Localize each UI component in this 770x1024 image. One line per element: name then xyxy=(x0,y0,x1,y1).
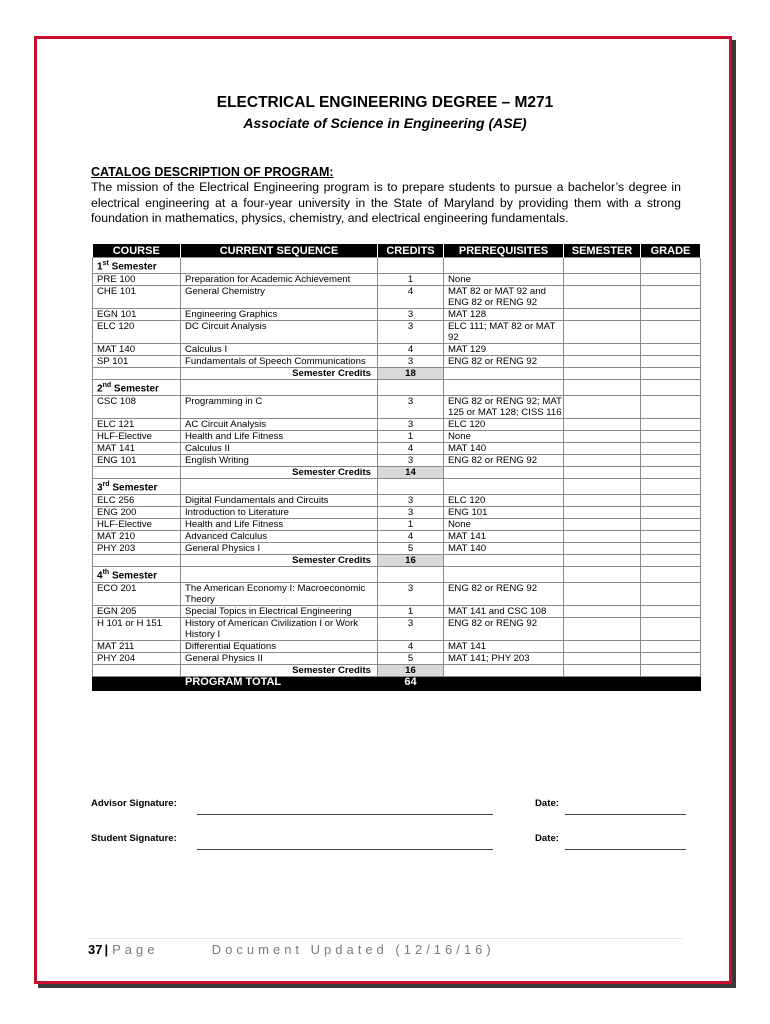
course-code: EGN 205 xyxy=(93,606,181,618)
semester-ordinal: st xyxy=(102,260,109,268)
empty-cell xyxy=(181,567,378,583)
program-table xyxy=(92,244,701,691)
semester-cell[interactable] xyxy=(564,274,641,286)
course-row xyxy=(93,583,701,606)
grade-cell[interactable] xyxy=(641,606,701,618)
empty-cell xyxy=(444,555,564,567)
semester-number: 4 xyxy=(97,570,103,582)
empty-cell xyxy=(444,368,564,380)
course-row xyxy=(93,531,701,543)
empty-cell xyxy=(641,677,701,691)
course-name: General Physics II xyxy=(181,653,378,665)
grade-cell[interactable] xyxy=(641,356,701,368)
course-code: ECO 201 xyxy=(93,583,181,606)
course-name: English Writing xyxy=(181,455,378,467)
empty-cell xyxy=(641,380,701,396)
course-row xyxy=(93,641,701,653)
course-code: ELC 256 xyxy=(93,495,181,507)
semester-cell[interactable] xyxy=(564,321,641,344)
semester-number: 2 xyxy=(97,383,103,395)
semester-credits-label: Semester Credits xyxy=(181,555,378,567)
catalog-heading-text: CATALOG DESCRIPTION OF PROGRAM xyxy=(91,165,330,179)
grade-cell[interactable] xyxy=(641,321,701,344)
semester-cell[interactable] xyxy=(564,618,641,641)
advisor-date-label: Date: xyxy=(535,798,559,809)
course-prerequisites: ENG 82 or RENG 92 xyxy=(444,583,564,606)
course-name: Special Topics in Electrical Engineering xyxy=(181,606,378,618)
semester-credits-label: Semester Credits xyxy=(181,665,378,677)
course-prerequisites: ENG 82 or RENG 92 xyxy=(444,618,564,641)
grade-cell[interactable] xyxy=(641,653,701,665)
course-row xyxy=(93,321,701,344)
semester-cell[interactable] xyxy=(564,531,641,543)
semester-credits-value: 14 xyxy=(378,467,444,479)
course-name: General Physics I xyxy=(181,543,378,555)
semester-cell[interactable] xyxy=(564,653,641,665)
semester-label: Semester xyxy=(113,383,159,395)
course-credits: 3 xyxy=(378,356,444,368)
course-prerequisites: MAT 141; PHY 203 xyxy=(444,653,564,665)
course-credits: 3 xyxy=(378,309,444,321)
semester-heading xyxy=(93,479,181,495)
semester-row xyxy=(93,479,701,495)
empty-cell xyxy=(564,380,641,396)
course-name: Advanced Calculus xyxy=(181,531,378,543)
document-title: ELECTRICAL ENGINEERING DEGREE – M271 xyxy=(216,94,554,111)
footer-updated: Document Updated (12/16/16) xyxy=(211,942,495,957)
course-code: CSC 108 xyxy=(93,396,181,419)
course-row xyxy=(93,543,701,555)
course-row xyxy=(93,356,701,368)
course-credits: 3 xyxy=(378,419,444,431)
empty-cell xyxy=(378,258,444,274)
grade-cell[interactable] xyxy=(641,531,701,543)
course-name: The American Economy I: Macroeconomic Theory xyxy=(181,583,378,606)
course-credits: 1 xyxy=(378,606,444,618)
empty-cell xyxy=(444,567,564,583)
course-credits: 4 xyxy=(378,641,444,653)
grade-cell[interactable] xyxy=(641,583,701,606)
course-row xyxy=(93,419,701,431)
course-code: PRE 100 xyxy=(93,274,181,286)
course-credits: 5 xyxy=(378,653,444,665)
empty-cell xyxy=(378,567,444,583)
empty-cell xyxy=(564,677,641,691)
document-subtitle: Associate of Science in Engineering (ASE) xyxy=(243,115,527,131)
semester-number: 1 xyxy=(97,261,103,273)
empty-cell xyxy=(93,665,181,677)
student-date-label: Date: xyxy=(535,833,559,844)
course-row xyxy=(93,274,701,286)
header-credits: CREDITS xyxy=(378,244,444,258)
course-prerequisites: ELC 111; MAT 82 or MAT 92 xyxy=(444,321,564,344)
course-prerequisites: MAT 140 xyxy=(444,543,564,555)
course-name: History of American Civilization I or Work History I xyxy=(181,618,378,641)
course-prerequisites: ENG 82 or RENG 92; MAT 125 or MAT 128; CISS 116 xyxy=(444,396,564,419)
semester-cell[interactable] xyxy=(564,507,641,519)
semester-credits-value: 16 xyxy=(378,665,444,677)
empty-cell xyxy=(378,479,444,495)
course-code: MAT 140 xyxy=(93,344,181,356)
course-credits: 1 xyxy=(378,274,444,286)
course-prerequisites: ELC 120 xyxy=(444,419,564,431)
course-prerequisites: None xyxy=(444,431,564,443)
catalog-heading-colon: : xyxy=(329,165,334,179)
course-credits: 3 xyxy=(378,396,444,419)
program-table-body xyxy=(93,258,701,691)
course-row xyxy=(93,606,701,618)
empty-cell xyxy=(641,567,701,583)
page-number: 37 xyxy=(88,942,103,957)
course-row xyxy=(93,455,701,467)
semester-row xyxy=(93,567,701,583)
empty-cell xyxy=(93,467,181,479)
empty-cell xyxy=(641,555,701,567)
course-code: PHY 203 xyxy=(93,543,181,555)
grade-cell[interactable] xyxy=(641,641,701,653)
semester-row xyxy=(93,380,701,396)
course-name: DC Circuit Analysis xyxy=(181,321,378,344)
grade-cell[interactable] xyxy=(641,543,701,555)
student-date-line[interactable] xyxy=(565,849,686,850)
course-name: Differential Equations xyxy=(181,641,378,653)
course-code: MAT 141 xyxy=(93,443,181,455)
course-prerequisites: ELC 120 xyxy=(444,495,564,507)
course-code: HLF-Elective xyxy=(93,431,181,443)
course-prerequisites: MAT 128 xyxy=(444,309,564,321)
empty-cell xyxy=(444,677,564,691)
grade-cell[interactable] xyxy=(641,618,701,641)
grade-cell[interactable] xyxy=(641,344,701,356)
semester-cell[interactable] xyxy=(564,431,641,443)
course-row xyxy=(93,431,701,443)
course-name: Digital Fundamentals and Circuits xyxy=(181,495,378,507)
header-grade: GRADE xyxy=(641,244,701,258)
grade-cell[interactable] xyxy=(641,495,701,507)
semester-credits-row xyxy=(93,665,701,677)
empty-cell xyxy=(564,567,641,583)
semester-credits-row xyxy=(93,467,701,479)
course-prerequisites: ENG 101 xyxy=(444,507,564,519)
semester-cell[interactable] xyxy=(564,455,641,467)
course-code: MAT 211 xyxy=(93,641,181,653)
course-credits: 1 xyxy=(378,431,444,443)
empty-cell xyxy=(641,258,701,274)
footer-page-word: Page xyxy=(112,942,159,957)
header-semester: SEMESTER xyxy=(564,244,641,258)
course-name: Programming in C xyxy=(181,396,378,419)
course-name: Fundamentals of Speech Communications xyxy=(181,356,378,368)
semester-label: Semester xyxy=(111,261,157,273)
course-credits: 3 xyxy=(378,455,444,467)
course-code: H 101 or H 151 xyxy=(93,618,181,641)
table-header-row xyxy=(93,244,701,258)
empty-cell xyxy=(378,380,444,396)
course-row xyxy=(93,495,701,507)
grade-cell[interactable] xyxy=(641,431,701,443)
semester-credits-label: Semester Credits xyxy=(181,467,378,479)
course-code: ELC 121 xyxy=(93,419,181,431)
course-credits: 3 xyxy=(378,583,444,606)
grade-cell[interactable] xyxy=(641,309,701,321)
empty-cell xyxy=(444,258,564,274)
course-prerequisites: MAT 129 xyxy=(444,344,564,356)
empty-cell xyxy=(181,479,378,495)
course-name: Introduction to Literature xyxy=(181,507,378,519)
empty-cell xyxy=(564,479,641,495)
semester-cell[interactable] xyxy=(564,286,641,309)
course-prerequisites: MAT 141 and CSC 108 xyxy=(444,606,564,618)
course-prerequisites: MAT 140 xyxy=(444,443,564,455)
advisor-signature-label: Advisor Signature: xyxy=(91,798,177,809)
program-total-label: PROGRAM TOTAL xyxy=(181,677,378,691)
semester-heading xyxy=(93,258,181,274)
semester-cell[interactable] xyxy=(564,606,641,618)
empty-cell xyxy=(444,467,564,479)
course-row xyxy=(93,653,701,665)
header-current-sequence: CURRENT SEQUENCE xyxy=(181,244,378,258)
student-signature-line[interactable] xyxy=(197,849,493,850)
semester-cell[interactable] xyxy=(564,396,641,419)
grade-cell[interactable] xyxy=(641,274,701,286)
course-row xyxy=(93,344,701,356)
grade-cell[interactable] xyxy=(641,455,701,467)
grade-cell[interactable] xyxy=(641,419,701,431)
course-name: AC Circuit Analysis xyxy=(181,419,378,431)
semester-credits-label: Semester Credits xyxy=(181,368,378,380)
empty-cell xyxy=(564,467,641,479)
empty-cell xyxy=(564,665,641,677)
semester-label: Semester xyxy=(112,482,158,494)
semester-cell[interactable] xyxy=(564,495,641,507)
semester-heading xyxy=(93,380,181,396)
course-name: Engineering Graphics xyxy=(181,309,378,321)
semester-heading xyxy=(93,567,181,583)
course-row xyxy=(93,286,701,309)
header-prerequisites: PREREQUISITES xyxy=(444,244,564,258)
semester-cell[interactable] xyxy=(564,344,641,356)
grade-cell[interactable] xyxy=(641,443,701,455)
footer-rule xyxy=(88,938,682,939)
semester-cell[interactable] xyxy=(564,543,641,555)
footer-separator: | xyxy=(104,942,109,957)
header-course: COURSE xyxy=(93,244,181,258)
course-row xyxy=(93,396,701,419)
grade-cell[interactable] xyxy=(641,507,701,519)
semester-cell[interactable] xyxy=(564,309,641,321)
semester-cell[interactable] xyxy=(564,356,641,368)
course-row xyxy=(93,309,701,321)
course-prerequisites: ENG 82 or RENG 92 xyxy=(444,356,564,368)
course-code: HLF-Elective xyxy=(93,519,181,531)
semester-cell[interactable] xyxy=(564,419,641,431)
empty-cell xyxy=(641,665,701,677)
semester-credits-value: 16 xyxy=(378,555,444,567)
empty-cell xyxy=(181,258,378,274)
empty-cell xyxy=(564,368,641,380)
course-code: ENG 101 xyxy=(93,455,181,467)
semester-cell[interactable] xyxy=(564,641,641,653)
semester-ordinal: rd xyxy=(102,481,110,489)
semester-number: 3 xyxy=(97,482,103,494)
catalog-description: The mission of the Electrical Engineering program is to prepare students to pursue a bachelor’s degree in electrical engineering at a four-year university in the State of Maryland by providing them with a strong foundation in mathematics, physics, chemistry, and electrical engineering fundamentals. xyxy=(91,180,681,225)
program-total-row xyxy=(93,677,701,691)
empty-cell xyxy=(641,368,701,380)
page-footer xyxy=(88,942,495,957)
empty-cell xyxy=(444,380,564,396)
semester-ordinal: th xyxy=(102,569,110,577)
course-credits: 3 xyxy=(378,507,444,519)
grade-cell[interactable] xyxy=(641,519,701,531)
semester-cell[interactable] xyxy=(564,519,641,531)
course-credits: 4 xyxy=(378,443,444,455)
course-row xyxy=(93,519,701,531)
advisor-date-line[interactable] xyxy=(565,814,686,815)
grade-cell[interactable] xyxy=(641,286,701,309)
semester-cell[interactable] xyxy=(564,583,641,606)
empty-cell xyxy=(93,555,181,567)
empty-cell xyxy=(181,380,378,396)
program-total-credits: 64 xyxy=(378,677,444,691)
course-credits: 1 xyxy=(378,519,444,531)
course-row xyxy=(93,618,701,641)
course-name: Health and Life Fitness xyxy=(181,431,378,443)
empty-cell xyxy=(444,479,564,495)
course-code: CHE 101 xyxy=(93,286,181,309)
course-code: EGN 101 xyxy=(93,309,181,321)
course-credits: 4 xyxy=(378,286,444,309)
course-name: Calculus I xyxy=(181,344,378,356)
course-prerequisites: None xyxy=(444,519,564,531)
course-row xyxy=(93,507,701,519)
semester-credits-row xyxy=(93,368,701,380)
course-credits: 3 xyxy=(378,321,444,344)
course-row xyxy=(93,443,701,455)
course-name: Preparation for Academic Achievement xyxy=(181,274,378,286)
grade-cell[interactable] xyxy=(641,396,701,419)
course-name: Health and Life Fitness xyxy=(181,519,378,531)
course-credits: 4 xyxy=(378,531,444,543)
course-credits: 3 xyxy=(378,618,444,641)
semester-cell[interactable] xyxy=(564,443,641,455)
advisor-signature-line[interactable] xyxy=(197,814,493,815)
course-prerequisites: MAT 141 xyxy=(444,531,564,543)
empty-cell xyxy=(444,665,564,677)
course-prerequisites: ENG 82 or RENG 92 xyxy=(444,455,564,467)
course-credits: 4 xyxy=(378,344,444,356)
course-prerequisites: MAT 82 or MAT 92 and ENG 82 or RENG 92 xyxy=(444,286,564,309)
course-name: Calculus II xyxy=(181,443,378,455)
course-prerequisites: None xyxy=(444,274,564,286)
catalog-heading xyxy=(91,165,334,179)
course-prerequisites: MAT 141 xyxy=(444,641,564,653)
course-name: General Chemistry xyxy=(181,286,378,309)
empty-cell xyxy=(93,677,181,691)
course-code: SP 101 xyxy=(93,356,181,368)
student-signature-label: Student Signature: xyxy=(91,833,177,844)
course-credits: 3 xyxy=(378,495,444,507)
semester-ordinal: nd xyxy=(102,382,112,390)
empty-cell xyxy=(564,258,641,274)
empty-cell xyxy=(564,555,641,567)
course-code: ENG 200 xyxy=(93,507,181,519)
semester-credits-row xyxy=(93,555,701,567)
empty-cell xyxy=(641,467,701,479)
course-credits: 5 xyxy=(378,543,444,555)
semester-credits-value: 18 xyxy=(378,368,444,380)
course-code: ELC 120 xyxy=(93,321,181,344)
course-code: PHY 204 xyxy=(93,653,181,665)
empty-cell xyxy=(93,368,181,380)
semester-label: Semester xyxy=(111,570,157,582)
course-code: MAT 210 xyxy=(93,531,181,543)
empty-cell xyxy=(641,479,701,495)
semester-row xyxy=(93,258,701,274)
